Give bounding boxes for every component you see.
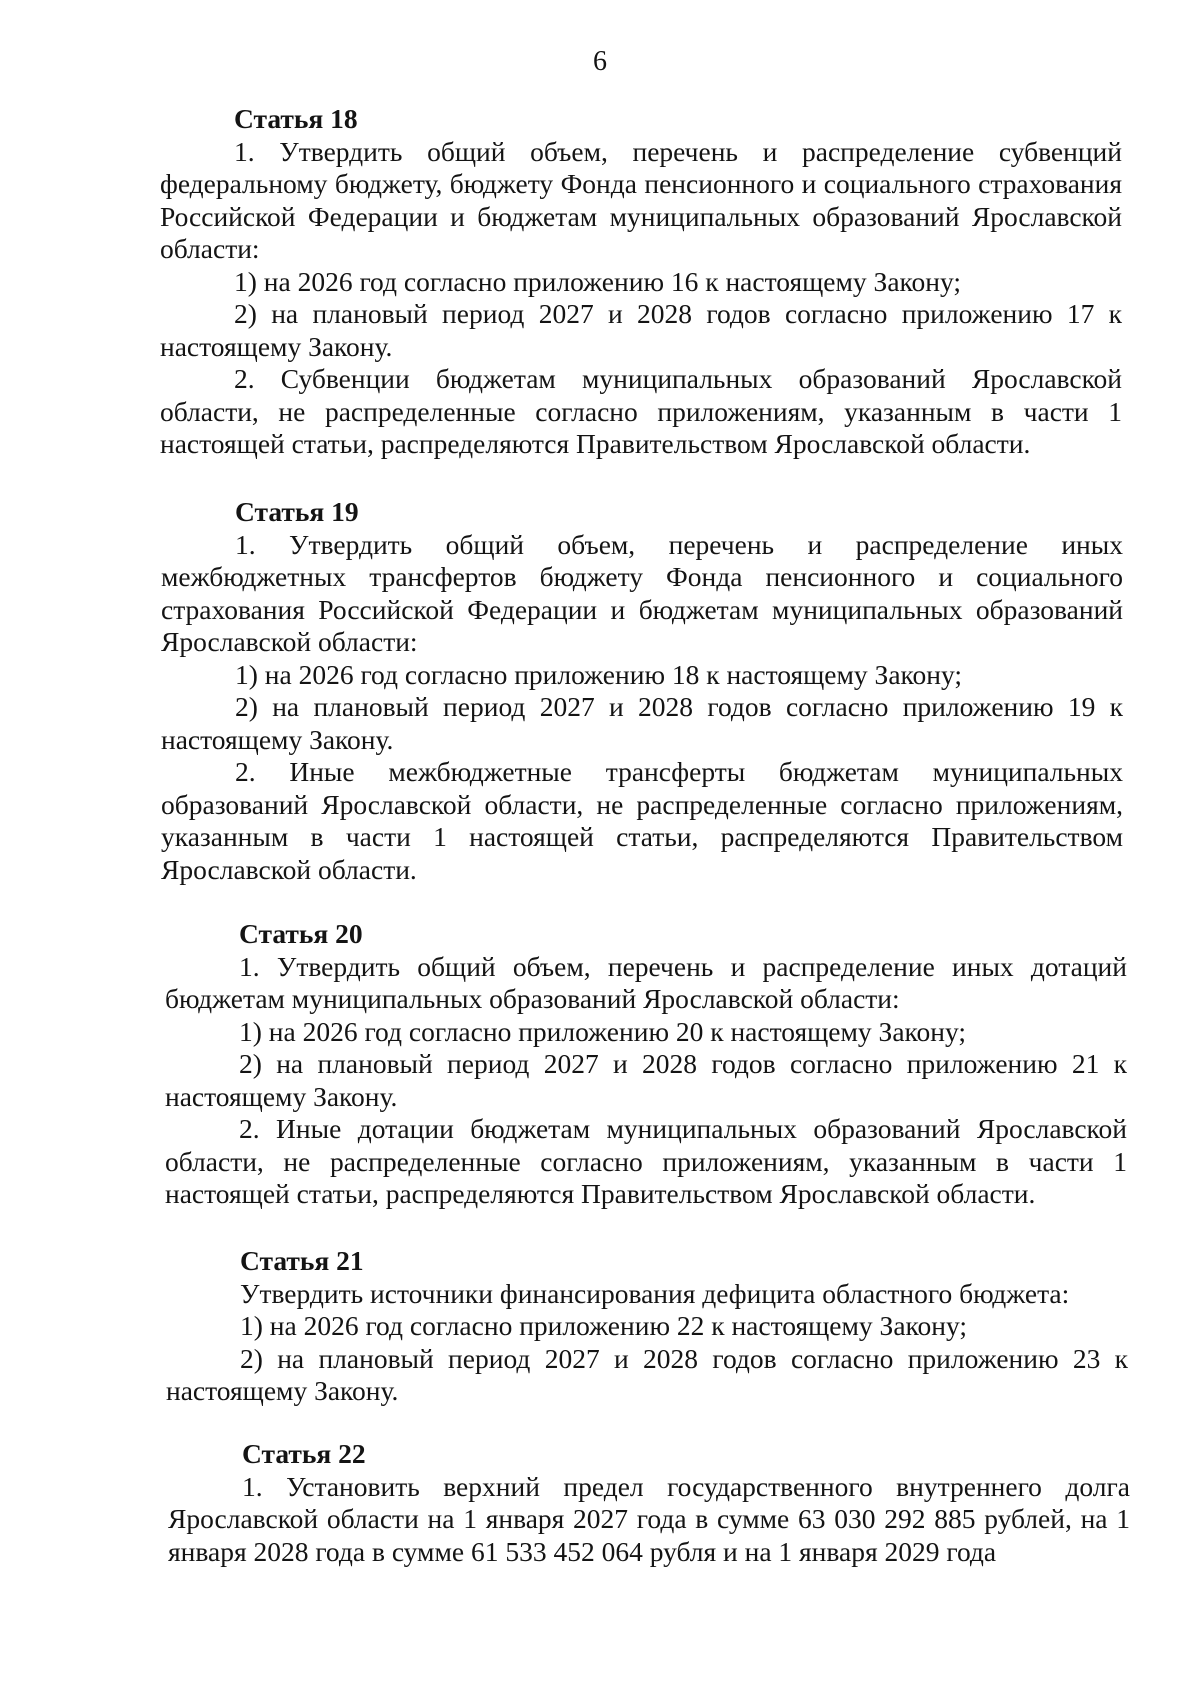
article-paragraph: 2) на плановый период 2027 и 2028 годов согласно приложению 17 к настоящему Закону.	[160, 298, 1122, 362]
article-paragraph: 2. Иные дотации бюджетам муниципальных образований Ярославской области, не распределенные согласно приложениям, указанным в части 1 настоящей статьи, распределяются Правительством Ярославской области.	[165, 1113, 1127, 1209]
article-title: Статья 22	[242, 1438, 366, 1469]
article-paragraph: 2) на плановый период 2027 и 2028 годов согласно приложению 19 к настоящему Закону.	[161, 691, 1123, 755]
article-title: Статья 19	[235, 496, 359, 527]
article-paragraph: 2) на плановый период 2027 и 2028 годов согласно приложению 23 к настоящему Закону.	[166, 1342, 1128, 1406]
article-20	[165, 918, 1127, 1211]
page-number: 6	[593, 46, 607, 77]
article-paragraph: 1. Утвердить общий объем, перечень и распределение иных дотаций бюджетам муниципальных образований Ярославской области:	[165, 950, 1127, 1014]
article-paragraph: 1. Установить верхний предел государственного внутреннего долга Ярославской области на 1 января 2027 года в сумме 63 030 292 885 рублей, на 1 января 2028 года в сумме 61 533 452 064 рубля и на 1 января 2029 года	[168, 1470, 1130, 1567]
article-paragraph: Утвердить источники финансирования дефицита областного бюджета:	[240, 1277, 1070, 1309]
article-paragraph: 1) на 2026 год согласно приложению 16 к настоящему Закону;	[234, 265, 961, 297]
article-title: Статья 18	[234, 103, 358, 134]
article-paragraph: 2. Субвенции бюджетам муниципальных образований Ярославской области, не распределенные согласно приложениям, указанным в части 1 настоящей статьи, распределяются Правительством Ярославской области.	[160, 363, 1122, 459]
article-21	[166, 1245, 1128, 1408]
article-paragraph: 1) на 2026 год согласно приложению 22 к настоящему Закону;	[240, 1310, 967, 1341]
article-paragraph: 2) на плановый период 2027 и 2028 годов согласно приложению 21 к настоящему Закону.	[165, 1048, 1127, 1112]
article-18	[160, 103, 1122, 461]
article-title: Статья 20	[239, 918, 363, 949]
article-title: Статья 21	[240, 1245, 364, 1276]
article-19	[161, 496, 1123, 886]
article-paragraph: 1. Утвердить общий объем, перечень и распределение субвенций федеральному бюджету, бюджету Фонда пенсионного и социального страхования Российской Федерации и бюджетам муниципальных образований Ярославской области:	[160, 135, 1122, 264]
article-paragraph: 1. Утвердить общий объем, перечень и распределение иных межбюджетных трансфертов бюджету Фонда пенсионного и социального страхования Российской Федерации и бюджетам муниципальных образований Ярославской области:	[161, 528, 1123, 657]
article-22	[168, 1438, 1130, 1568]
article-paragraph: 2. Иные межбюджетные трансферты бюджетам муниципальных образований Ярославской области, не распределенные согласно приложениям, указанным в части 1 настоящей статьи, распределяются Правительством Ярославской области.	[161, 756, 1123, 885]
article-paragraph: 1) на 2026 год согласно приложению 18 к настоящему Закону;	[235, 658, 962, 690]
article-paragraph: 1) на 2026 год согласно приложению 20 к настоящему Закону;	[239, 1015, 966, 1047]
